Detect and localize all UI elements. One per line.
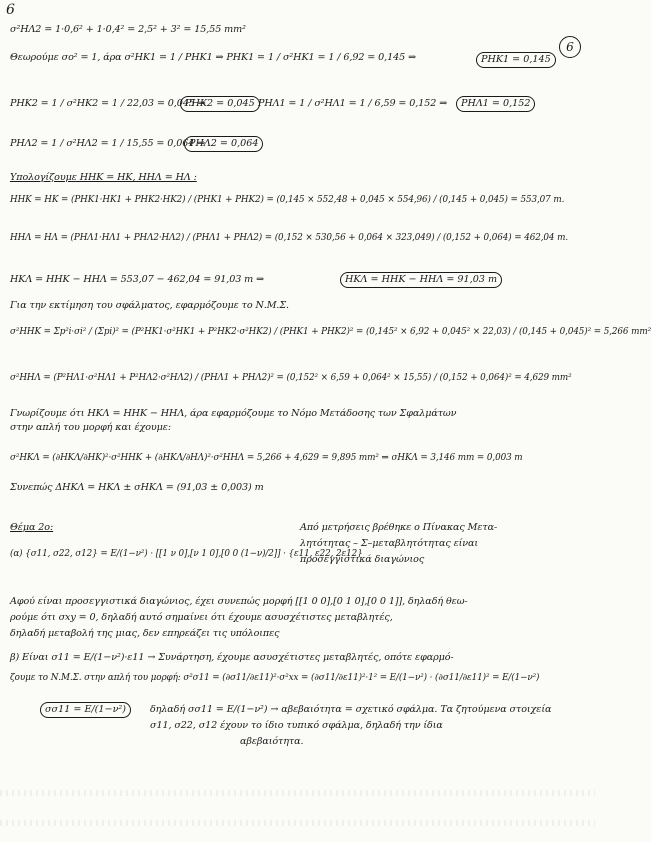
line-note-2: λητότητας – Σ–μεταβλητότητας είναι [300, 538, 479, 549]
line-part-b-1: β) Είναι σ11 = E/(1−ν²)·ε11 → Συνάρτηση, έχουμε ασυσχέτιστες μεταβλητές, οπότε εφαρμό- [10, 652, 454, 663]
line-weight-pl1: PHΛ1 = 1 / σ²HΛ1 = 1 / 6,59 = 0,152 ⇒ [258, 98, 448, 109]
line-var-hhl: σ²ΗΗΛ = (P²HΛ1·σ²HΛ1 + P²HΛ2·σ²HΛ2) / (PHΛ1 + PHΛ2)² = (0,152² × 6,59 + 0,064² × 15,55) / (0,152 + 0,064)² = 4,629 mm² [10, 373, 572, 383]
line-note-3: προσεγγιστικά διαγώνιος [300, 554, 425, 565]
line-error-intro: Για την εκτίμηση του σφάλματος, εφαρμόζουμε το Ν.Μ.Σ. [10, 300, 289, 311]
line-hhl: ΗΗΛ = ΗΛ = (PHΛ1·HΛ1 + PHΛ2·HΛ2) / (PHΛ1 + PHΛ2) = (0,152 × 530,56 + 0,064 × 323,049) / (0,152 + 0,064) = 462,04 m. [10, 233, 569, 243]
line-topic2-heading: Θέμα 2ο: [10, 522, 54, 533]
line-result: Συνεπώς ΔΗΚΛ = ΗΚΛ ± σΗΚΛ = (91,03 ± 0,003) m [10, 482, 264, 493]
boxed-pl2: PHΛ2 = 0,064 [184, 136, 263, 152]
boxed-pl1: PHΛ1 = 0,152 [456, 96, 535, 112]
boxed-sigma: σσ11 = E/(1−ν²) [40, 702, 131, 718]
line-weight-pk1: Θεωρούμε σο² = 1, άρα σ²HK1 = 1 / PHK1 ⇒ PHK1 = 1 / σ²HK1 = 1 / 6,92 = 0,145 ⇒ [10, 52, 417, 63]
boxed-pk2: PHK2 = 0,045 [180, 96, 260, 112]
line-var-hkl: σ²ΗΚΛ = (∂ΗΚΛ/∂ΗΚ)²·σ²ΗΗΚ + (∂ΗΚΛ/∂ΗΛ)²·σ²ΗΗΛ = 5,266 + 4,629 = 9,895 mm² ⇒ σΗΚΛ = 3,146 mm = 0,003 m [10, 453, 523, 463]
line-weight-pl2: PHΛ2 = 1 / σ²HΛ2 = 1 / 15,55 = 0,064 ⇒ [10, 138, 206, 149]
line-weight-pk2: PHK2 = 1 / σ²HK2 = 1 / 22,03 = 0,045 ⇒ [10, 98, 206, 109]
line-var-hhk: σ²ΗΗΚ = Σp²i·σi² / (Σpi)² = (P²HK1·σ²HK1 + P²HK2·σ²HK2) / (PHK1 + PHK2)² = (0,145² × 6,92 + 0,045² × 22,03) / (0,145 + 0,045)² = 5,266 mm² [10, 327, 651, 337]
line-part-b-2: ζουμε το Ν.Μ.Σ. στην απλή του μορφή: σ²σ11 = (∂σ11/∂ε11)²·σ²xx = (∂σ11/∂ε11)²·1² = E/(1−ν²) · (∂σ11/∂ε11)² = E/(1−ν²) [10, 673, 540, 683]
line-hhk: ΗΗΚ = ΗΚ = (PHK1·HK1 + PHK2·HK2) / (PHK1 + PHK2) = (0,145 × 552,48 + 0,045 × 554,96) / (0,145 + 0,045) = 553,07 m. [10, 195, 565, 205]
line-variance-hl2: σ²ΗΛ2 = 1·0,6² + 1·0,4² = 2,5² + 3² = 15,55 mm² [10, 24, 246, 35]
line-conclusion-2: σ11, σ22, σ12 έχουν το ίδιο τυπικό σφάλμα, δηλαδή την ίδια [150, 720, 443, 731]
line-conclusion-1: δηλαδή σσ11 = E/(1−ν²) → αβεβαιότητα = σχετικό σφάλμα. Τα ζητούμενα στοιχεία [150, 704, 552, 715]
scan-noise-divider [0, 790, 595, 796]
scan-noise-divider [0, 820, 595, 826]
boxed-hkl: ΗΚΛ = ΗΗΚ − ΗΗΛ = 91,03 m [340, 272, 502, 288]
page-number: 6 [559, 36, 581, 58]
line-note-1: Από μετρήσεις βρέθηκε ο Πίνακας Μετα- [300, 522, 498, 533]
line-diagonal-2: ρούμε ότι σxy = 0, δηλαδή αυτό σημαίνει ότι έχουμε ασυσχέτιστες μεταβλητές, [10, 612, 393, 623]
line-diagonal-1: Αφού είναι προσεγγιστικά διαγώνιος, έχει συνεπώς μορφή [[1 0 0],[0 1 0],[0 0 1]], δηλαδή θεω- [10, 596, 468, 607]
boxed-pk1: PHK1 = 0,145 [476, 52, 556, 68]
line-stress-strain: (α) {σ11, σ22, σ12} = E/(1−ν²) · [[1 ν 0],[ν 1 0],[0 0 (1−ν)/2]] · {ε11, ε22, 2ε12} [10, 549, 363, 559]
line-conclusion-3: αβεβαιότητα. [240, 736, 304, 747]
corner-mark: 6 [6, 2, 15, 18]
line-hkl: ΗΚΛ = ΗΗΚ − ΗΗΛ = 553,07 − 462,04 = 91,03 m ⇒ [10, 274, 265, 285]
line-propagation-intro: Γνωρίζουμε ότι ΗΚΛ = ΗΗΚ − ΗΗΛ, άρα εφαρμόζουμε το Νόμο Μετάδοσης των Σφαλμάτων [10, 408, 457, 419]
line-propagation-intro-2: στην απλή του μορφή και έχουμε: [10, 422, 171, 433]
line-compute-heading: Υπολογίζουμε ΗΗΚ = ΗΚ, ΗΗΛ = ΗΛ : [10, 172, 197, 183]
line-diagonal-3: δηλαδή μεταβολή της μιας, δεν επηρεάζει τις υπόλοιπες [10, 628, 280, 639]
